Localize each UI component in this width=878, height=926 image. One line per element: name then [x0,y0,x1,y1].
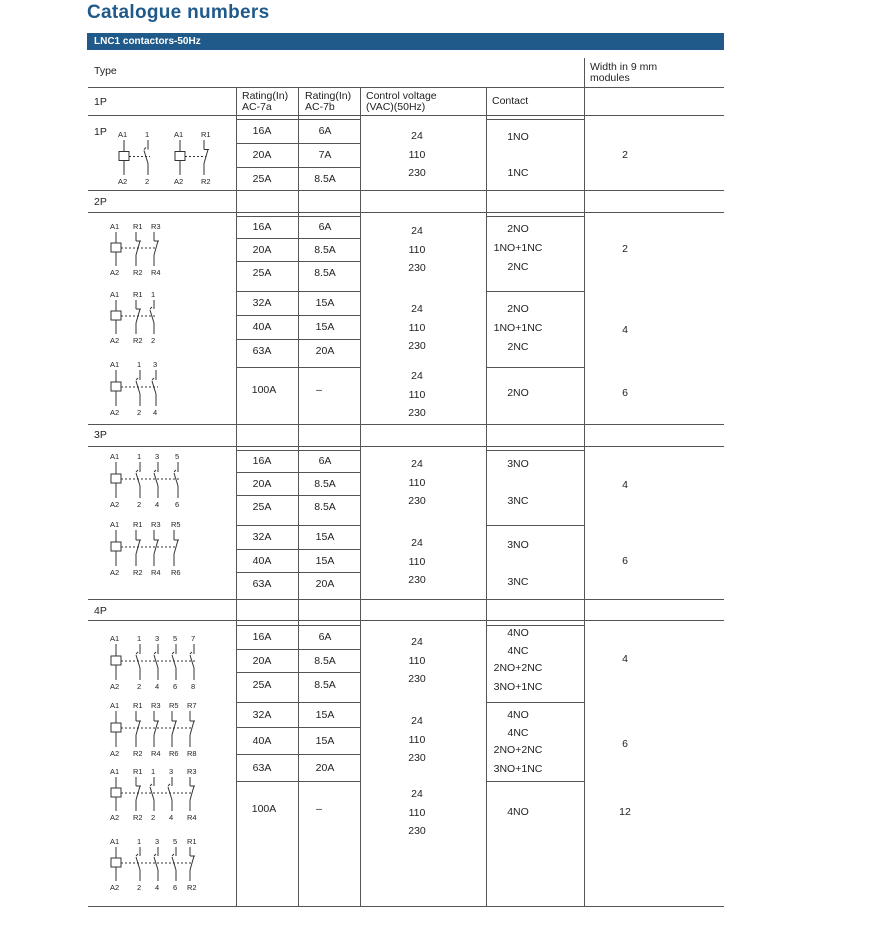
terminal-label: A1 [118,130,128,139]
header-rating-ac7b: Rating(In) AC-7b [305,90,352,113]
rating-ac7b-value: 15A [315,708,335,721]
wiring-diagram-d1p_b [170,124,290,186]
terminal-label: 3 [155,634,160,643]
terminal-label: 1 [137,452,142,461]
contact-value: 3NO+1NC [493,763,543,775]
rating-ac7b-value: 8.5A [314,654,336,667]
group-top-line [236,525,360,526]
rating-ac7a-value: 100A [251,384,277,396]
row-separator [88,212,724,213]
rating-ac7a-value: 20A [252,243,272,256]
subrow-line [236,238,360,239]
group-top-line [236,367,360,368]
control-voltage-value: 230 [408,407,426,419]
terminal-label: 1 [137,634,142,643]
control-voltage-value: 230 [408,673,426,685]
terminal-label: A2 [110,336,120,345]
wiring-diagram-d2p_c [106,356,226,417]
terminal-label: A1 [174,130,184,139]
subrow-line [236,727,360,728]
rating-ac7a-value: 40A [252,734,272,747]
contact-value: 3NO [507,458,529,470]
control-voltage-value: 24 [411,788,423,800]
contact-value: 2NO+2NC [493,744,543,756]
terminal-label: R1 [133,701,143,710]
row-separator [88,620,724,621]
row-separator [88,446,724,447]
group-top-line [236,291,360,292]
terminal-label: A2 [110,568,120,577]
contact-value: 3NC [507,495,529,507]
terminal-label: 5 [173,837,178,846]
terminal-label: A1 [110,837,120,846]
terminal-label: 1 [151,767,156,776]
control-voltage-value: 230 [408,262,426,274]
control-voltage-value: 110 [408,555,426,568]
rating-ac7b-value: 8.5A [314,501,336,513]
rating-ac7a-value: 20A [252,477,272,490]
module-width-value: 4 [622,653,628,665]
group-top-line [486,450,584,451]
wiring-diagram-d4p_b [106,697,226,758]
module-width-value: 6 [622,387,628,399]
group-top-line [486,781,584,782]
control-voltage-value: 110 [408,148,426,161]
terminal-label: 4 [153,408,158,417]
terminal-label: 5 [175,452,180,461]
rating-ac7a-value: 32A [252,708,272,721]
control-voltage-value: 24 [411,370,423,382]
rating-ac7b-value: 8.5A [314,172,336,185]
grid-line [236,87,237,906]
terminal-label: R1 [133,290,143,299]
header-contact: Contact [492,95,529,107]
group-top-line [486,702,584,703]
terminal-label: 3 [155,452,160,461]
row-separator [88,424,724,425]
contact-value: 4NO [507,627,529,639]
terminal-label: A2 [110,408,120,417]
terminal-label: R4 [151,749,161,758]
rating-ac7b-value: 15A [315,531,335,543]
subrow-line [236,495,360,496]
control-voltage-value: 110 [408,654,426,667]
group-top-line [486,625,584,626]
rating-ac7a-value: 63A [252,345,272,357]
contact-value: 3NO+1NC [493,681,543,693]
module-width-value: 4 [622,479,628,491]
terminal-label: A2 [110,883,120,892]
terminal-label: R3 [187,767,197,776]
wiring-diagram-d2p_a [106,218,226,277]
rating-ac7a-value: 32A [252,531,272,543]
terminal-label: R2 [133,749,143,758]
wiring-diagram-d4p_a [106,630,226,691]
group-top-line [236,781,360,782]
wiring-diagram-d3p_b [106,516,226,577]
control-voltage-value: 24 [411,715,423,727]
contact-value: 1NO+1NC [493,242,543,254]
terminal-label: 1 [145,130,150,139]
group-top-line [236,119,360,120]
terminal-label: R3 [151,701,161,710]
terminal-label: R6 [171,568,181,577]
rating-ac7a-value: 16A [252,221,272,233]
rating-ac7b-value: 6A [318,455,332,467]
grid-line [360,87,361,906]
rating-ac7b-value: 15A [315,297,335,309]
contact-value: 4NO [507,709,529,721]
rating-ac7b-value: – [316,384,322,396]
terminal-label: A1 [110,452,120,461]
rating-ac7a-value: 25A [252,501,272,513]
control-voltage-value: 110 [408,243,426,256]
subrow-line [236,549,360,550]
subrow-line [236,672,360,673]
contact-value: 3NC [507,576,529,588]
terminal-label: 3 [153,360,158,369]
terminal-label: R1 [201,130,211,139]
terminal-label: R4 [151,568,161,577]
module-width-value: 4 [622,324,628,336]
terminal-label: 2 [137,500,142,509]
diagram-label-1p: 1P [94,126,107,138]
terminal-label: 3 [155,837,160,846]
control-voltage-value: 230 [408,752,426,764]
section-label-2p: 2P [94,196,107,208]
wiring-diagram-d4p_c [106,763,226,822]
terminal-label: R6 [169,749,179,758]
control-voltage-value: 24 [411,303,423,315]
contact-value: 1NO [507,131,529,143]
terminal-label: 4 [155,682,160,691]
contact-value: 2NC [507,261,529,273]
terminal-label: 1 [137,360,142,369]
control-voltage-value: 230 [408,167,426,179]
terminal-label: 4 [155,500,160,509]
grid-line [584,58,585,87]
control-voltage-value: 230 [408,825,426,837]
rating-ac7b-value: 15A [315,734,335,747]
control-voltage-value: 24 [411,458,423,470]
terminal-label: A1 [110,634,120,643]
terminal-label: R5 [171,520,181,529]
section-label-3p: 3P [94,429,107,441]
module-width-value: 6 [622,555,628,567]
header-type: Type [94,65,117,77]
header-width: Width in 9 mm modules [590,61,658,84]
section-label-1p: 1P [94,96,107,108]
group-top-line [486,367,584,368]
contact-value: 2NO [507,223,529,235]
row-separator [88,599,724,600]
rating-ac7a-value: 40A [252,554,272,567]
contact-value: 4NC [507,727,529,739]
terminal-label: A1 [110,222,120,231]
control-voltage-value: 110 [408,388,426,401]
terminal-label: 4 [169,813,174,822]
rating-ac7a-value: 32A [252,297,272,309]
rating-ac7b-value: 15A [315,321,335,333]
grid-line [298,87,299,906]
grid-line [486,87,487,906]
terminal-label: A2 [174,177,184,186]
terminal-label: 4 [155,883,160,892]
table-bottom-line [88,906,724,907]
contact-value: 3NO [507,539,529,551]
rating-ac7a-value: 63A [252,761,272,774]
contact-value: 1NO+1NC [493,322,543,334]
rating-ac7a-value: 25A [252,678,272,691]
terminal-label: 1 [137,837,142,846]
rating-ac7a-value: 100A [251,803,277,815]
rating-ac7a-value: 63A [252,578,272,590]
rating-ac7b-value: 20A [315,578,335,590]
terminal-label: A2 [110,268,120,277]
terminal-label: 7 [191,634,196,643]
terminal-label: A2 [118,177,128,186]
terminal-label: A1 [110,767,120,776]
terminal-label: A2 [110,500,120,509]
rating-ac7a-value: 20A [252,149,272,161]
rating-ac7b-value: 6A [318,125,332,137]
rating-ac7b-value: 8.5A [314,678,336,691]
terminal-label: 5 [173,634,178,643]
rating-ac7b-value: – [316,803,322,815]
group-top-line [236,625,360,626]
module-width-value: 2 [622,243,628,255]
terminal-label: 2 [145,177,150,186]
terminal-label: 2 [137,883,142,892]
control-voltage-value: 24 [411,537,423,549]
terminal-label: 8 [191,682,196,691]
terminal-label: R2 [201,177,211,186]
terminal-label: R3 [151,222,161,231]
wiring-diagram-d2p_b [106,286,226,345]
terminal-label: 3 [169,767,174,776]
subrow-line [236,649,360,650]
contact-value: 2NC [507,341,529,353]
control-voltage-value: 230 [408,340,426,352]
rating-ac7b-value: 8.5A [314,243,336,256]
contact-value: 2NO+2NC [493,662,543,674]
terminal-label: 2 [137,408,142,417]
rating-ac7a-value: 25A [252,267,272,279]
contact-value: 2NO [507,387,529,399]
control-voltage-value: 24 [411,636,423,648]
header-rating-ac7a: Rating(In) AC-7a [242,90,289,113]
rating-ac7b-value: 8.5A [314,477,336,490]
header-control-voltage: Control voltage (VAC)(50Hz) [366,90,437,113]
terminal-label: 6 [173,883,178,892]
terminal-label: A1 [110,701,120,710]
terminal-label: R2 [133,813,143,822]
page-title: Catalogue numbers [87,2,270,23]
terminal-label: 6 [173,682,178,691]
subrow-line [236,261,360,262]
group-top-line [486,119,584,120]
rating-ac7a-value: 25A [252,172,272,185]
module-width-value: 12 [619,806,631,818]
control-voltage-value: 230 [408,574,426,586]
control-voltage-value: 110 [408,806,426,819]
contact-value: 2NO [507,303,529,315]
contact-value: 1NC [507,167,529,179]
group-top-line [486,216,584,217]
section-label-4p: 4P [94,605,107,617]
terminal-label: R4 [151,268,161,277]
terminal-label: A2 [110,813,120,822]
module-width-value: 2 [622,149,628,161]
row-separator [88,190,724,191]
terminal-label: R1 [187,837,197,846]
row-separator [88,115,724,116]
terminal-label: R1 [133,767,143,776]
rating-ac7b-value: 6A [318,221,332,233]
subrow-line [236,472,360,473]
subrow-line [236,754,360,755]
rating-ac7b-value: 15A [315,554,335,567]
terminal-label: R2 [187,883,197,892]
group-top-line [236,702,360,703]
rating-ac7b-value: 6A [318,631,332,643]
grid-line [584,87,585,906]
group-top-line [236,450,360,451]
row-separator [88,87,724,88]
control-voltage-value: 230 [408,495,426,507]
terminal-label: 2 [151,336,156,345]
control-voltage-value: 24 [411,225,423,237]
control-voltage-value: 110 [408,476,426,489]
rating-ac7b-value: 8.5A [314,267,336,279]
terminal-label: R8 [187,749,197,758]
terminal-label: R7 [187,701,197,710]
group-top-line [236,216,360,217]
control-voltage-value: 110 [408,733,426,746]
subrow-line [236,339,360,340]
rating-ac7a-value: 16A [252,125,272,137]
group-top-line [486,525,584,526]
rating-ac7b-value: 20A [315,761,335,774]
rating-ac7a-value: 16A [252,455,272,467]
terminal-label: 6 [175,500,180,509]
terminal-label: R1 [133,520,143,529]
terminal-label: 2 [137,682,142,691]
control-voltage-value: 24 [411,130,423,142]
terminal-label: R3 [151,520,161,529]
terminal-label: R1 [133,222,143,231]
terminal-label: A1 [110,520,120,529]
terminal-label: R2 [133,336,143,345]
control-voltage-value: 110 [408,321,426,334]
terminal-label: A1 [110,290,120,299]
module-width-value: 6 [622,738,628,750]
rating-ac7b-value: 7A [318,149,332,161]
subrow-line [236,572,360,573]
terminal-label: R5 [169,701,179,710]
terminal-label: A2 [110,749,120,758]
terminal-label: 1 [151,290,156,299]
terminal-label: R2 [133,268,143,277]
table-banner: LNC1 contactors-50Hz [87,33,724,50]
rating-ac7a-value: 16A [252,631,272,643]
rating-ac7b-value: 20A [315,345,335,357]
wiring-diagram-d3p_a [106,448,226,509]
contact-value: 4NO [507,806,529,818]
wiring-diagram-d4p_d [106,833,226,892]
contact-value: 4NC [507,645,529,657]
terminal-label: R4 [187,813,197,822]
subrow-line [236,315,360,316]
rating-ac7a-value: 20A [252,654,272,667]
terminal-label: R2 [133,568,143,577]
terminal-label: A1 [110,360,120,369]
terminal-label: A2 [110,682,120,691]
rating-ac7a-value: 40A [252,321,272,333]
group-top-line [486,291,584,292]
terminal-label: 2 [151,813,156,822]
